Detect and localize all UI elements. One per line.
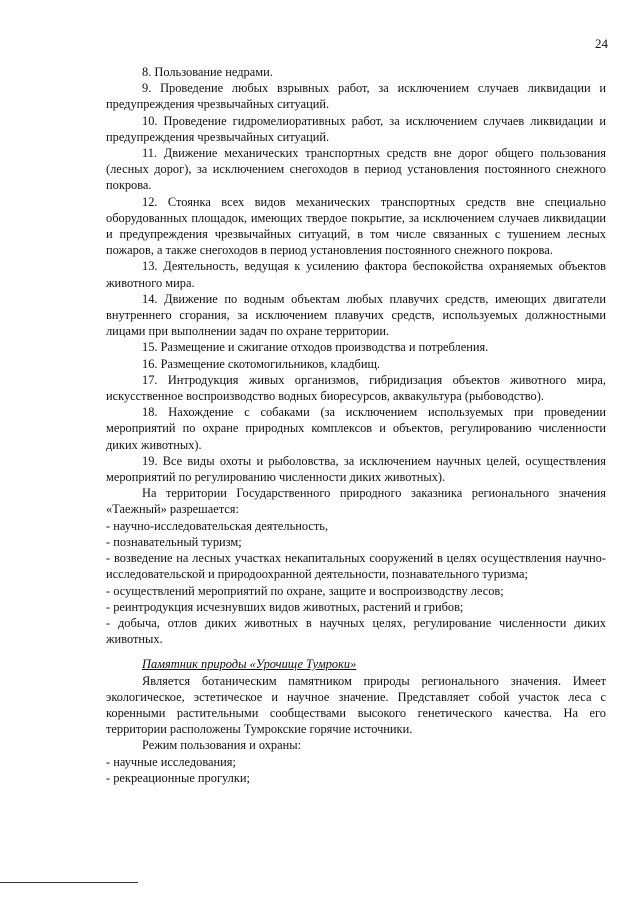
prohibition-item: 19. Все виды охоты и рыболовства, за исключением научных целей, осуществления мероприятий по регулированию численности диких животных). [106, 453, 606, 485]
prohibition-item: 9. Проведение любых взрывных работ, за исключением случаев ликвидации и предупреждения чрезвычайных ситуаций. [106, 81, 606, 112]
prohibition-item: 17. Интродукция живых организмов, гибридизация объектов животного мира, искусственное воспроизводство водных биоресурсов, аквакультура (рыбоводство). [106, 372, 606, 404]
prohibition-item: 8. Пользование недрами. [142, 65, 273, 79]
regime-item: - рекреационные прогулки; [106, 770, 250, 785]
footnote-divider [0, 882, 138, 883]
allowed-item: - добыча, отлов диких животных в научных целях, регулирование численности диких животных. [106, 615, 606, 647]
allowed-item: - осуществлений мероприятий по охране, защите и воспроизводству лесов; [106, 583, 504, 598]
allowed-item: - научно-исследовательская деятельность, [106, 518, 329, 533]
prohibition-item: 14. Движение по водным объектам любых плавучих средств, имеющих двигатели внутреннего сгорания, за исключением плавучих средств, используемых должностными лицами при выполнении задач по охране территории. [106, 291, 606, 339]
allowed-item: - возведение на лесных участках некапитальных сооружений в целях осуществления научно-исследовательской и природоохранной деятельности, познавательного туризма; [106, 551, 606, 582]
document-body [106, 64, 606, 786]
prohibition-item: 13. Деятельность, ведущая к усилению фактора беспокойства охраняемых объектов животного мира. [106, 259, 606, 290]
prohibition-item: 15. Размещение и сжигание отходов производства и потребления. [142, 340, 489, 355]
regime-item: - научные исследования; [106, 754, 236, 769]
prohibition-item: 18. Нахождение с собаками (за исключением используемых при проведении мероприятий по охране природных комплексов и объектов, регулированию численности диких животных). [106, 405, 606, 452]
regime-title: Режим пользования и охраны: [142, 738, 302, 753]
allowed-item: - реинтродукция исчезнувших видов животных, растений и грибов; [106, 599, 464, 614]
prohibition-item: 11. Движение механических транспортных средств вне дорог общего пользования (лесных дорог), за исключением снегоходов в период установления постоянного снежного покрова. [106, 146, 606, 193]
allowed-item: - познавательный туризм; [106, 534, 242, 549]
prohibition-item: 16. Размещение скотомогильников, кладбищ. [142, 356, 381, 371]
allowed-intro: На территории Государственного природного заказника регионального значения «Таежный» разрешается: [106, 486, 606, 517]
section-heading: Памятник природы «Урочище Тумроки» [142, 657, 357, 672]
section-text: Является ботаническим памятником природы регионального значения. Имеет экологическое, эстетическое и научное значение. Представляет собой участок леса с коренными растительными сообществами высокого генетического качества. На его территории расположены Тумрокские горячие источники. [106, 673, 606, 737]
prohibition-item: 10. Проведение гидромелиоративных работ, за исключением случаев ликвидации и предупреждения чрезвычайных ситуаций. [106, 113, 606, 144]
page-number: 24 [595, 36, 608, 51]
prohibition-item: 12. Стоянка всех видов механических транспортных средств вне специально оборудованных площадок, имеющих твердое покрытие, за исключением случаев ликвидации и предупреждения чрезвычайных ситуаций, в том числе связанных с тушением лесных пожаров, а также снегоходов в период установления постоянного снежного покрова. [106, 194, 606, 258]
